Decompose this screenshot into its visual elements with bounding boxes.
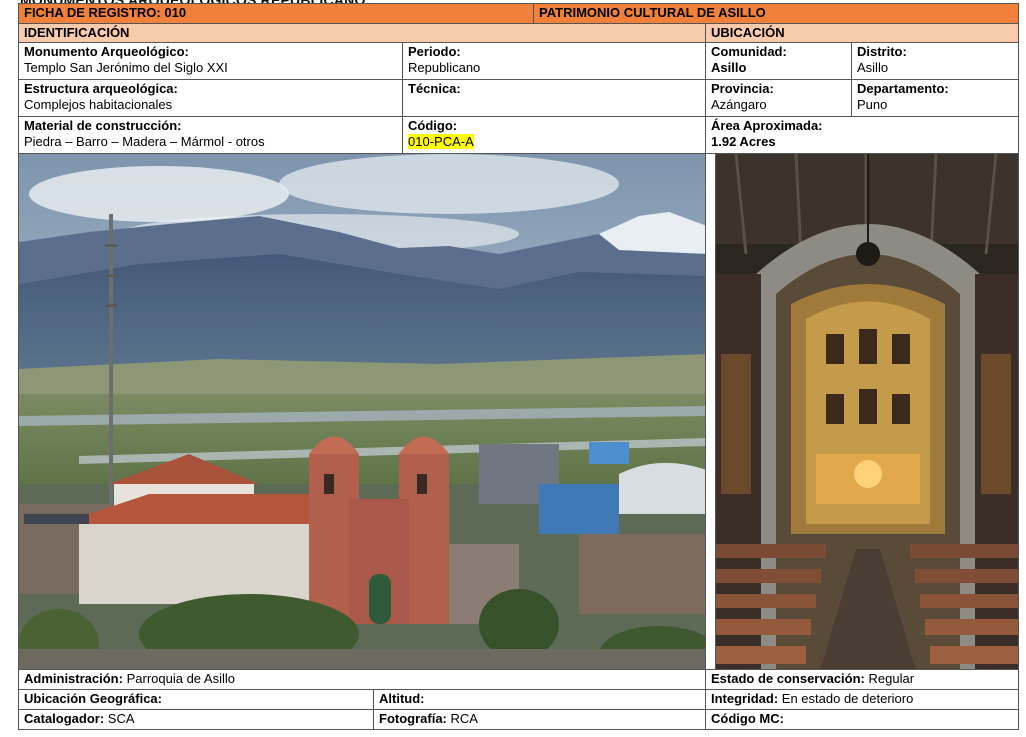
catalogador-label: Catalogador:: [24, 711, 105, 726]
departamento-value: Puno: [857, 97, 888, 112]
codigo-value: 010-PCA-A: [408, 134, 474, 149]
departamento-label: Departamento:: [857, 81, 949, 96]
estructura-label: Estructura arqueológica:: [24, 81, 178, 96]
area-cell: [705, 116, 1019, 154]
codigo-cell: [402, 116, 706, 154]
periodo-value: Republicano: [408, 60, 481, 75]
fotografia-value: RCA: [450, 711, 478, 726]
material-label: Material de construcción:: [24, 118, 182, 133]
administracion-value: Parroquia de Asillo: [126, 671, 235, 686]
provincia-label: Provincia:: [711, 81, 774, 96]
landscape-church-illustration: [19, 154, 706, 670]
integridad-label: Integridad:: [711, 691, 779, 706]
registration-sheet: [18, 3, 1019, 737]
fotografia-cell: [373, 709, 706, 730]
ficha-registro-header: [18, 3, 534, 24]
provincia-value: Azángaro: [711, 97, 767, 112]
church-interior-photo: [715, 153, 1019, 670]
codigo-mc-cell: [705, 709, 1019, 730]
altitud-cell: [373, 689, 706, 710]
catalogador-value: SCA: [107, 711, 135, 726]
comunidad-value: Asillo: [711, 60, 747, 75]
estado-value: Regular: [868, 671, 915, 686]
altitud-label: Altitud:: [379, 691, 425, 706]
integridad-cell: [705, 689, 1019, 710]
fotografia-label: Fotografía:: [379, 711, 447, 726]
patrimonio-text: PATRIMONIO CULTURAL DE ASILLO: [539, 5, 766, 20]
monumento-value: Templo San Jerónimo del Siglo XXI: [24, 60, 228, 75]
periodo-label: Periodo:: [408, 44, 461, 59]
monumento-label: Monumento Arqueológico:: [24, 44, 189, 59]
area-value: 1.92 Acres: [711, 134, 776, 149]
patrimonio-header: [533, 3, 1019, 24]
monumento-cell: [18, 42, 403, 80]
codigo-label: Código:: [408, 118, 458, 133]
estructura-value: Complejos habitacionales: [24, 97, 173, 112]
ubicacion-geografica-label: Ubicación Geográfica:: [24, 691, 162, 706]
administracion-cell: [18, 669, 706, 690]
ubicacion-geografica-cell: [18, 689, 374, 710]
landscape-church-photo: [18, 153, 706, 670]
ficha-registro-text: FICHA DE REGISTRO: 010: [24, 5, 187, 20]
distrito-cell: [851, 42, 1019, 80]
tecnica-label: Técnica:: [408, 81, 461, 96]
distrito-label: Distrito:: [857, 44, 907, 59]
administracion-label: Administración:: [24, 671, 123, 686]
area-label: Área Aproximada:: [711, 118, 823, 133]
estado-label: Estado de conservación:: [711, 671, 865, 686]
periodo-cell: [402, 42, 706, 80]
departamento-cell: [851, 79, 1019, 117]
provincia-cell: [705, 79, 852, 117]
integridad-value: En estado de deterioro: [781, 691, 914, 706]
comunidad-label: Comunidad:: [711, 44, 787, 59]
material-cell: [18, 116, 403, 154]
distrito-value: Asillo: [857, 60, 889, 75]
comunidad-cell: [705, 42, 852, 80]
estructura-cell: [18, 79, 403, 117]
church-interior-illustration: [716, 154, 1019, 670]
ubicacion-title: UBICACIÓN: [711, 25, 785, 40]
tecnica-cell: [402, 79, 706, 117]
codigo-mc-label: Código MC:: [711, 711, 784, 726]
identificacion-title: IDENTIFICACIÓN: [24, 25, 130, 40]
ubicacion-section: [705, 23, 1019, 43]
material-value: Piedra – Barro – Madera – Mármol - otros: [24, 134, 265, 149]
identificacion-section: [18, 23, 706, 43]
estado-cell: [705, 669, 1019, 690]
catalogador-cell: [18, 709, 374, 730]
